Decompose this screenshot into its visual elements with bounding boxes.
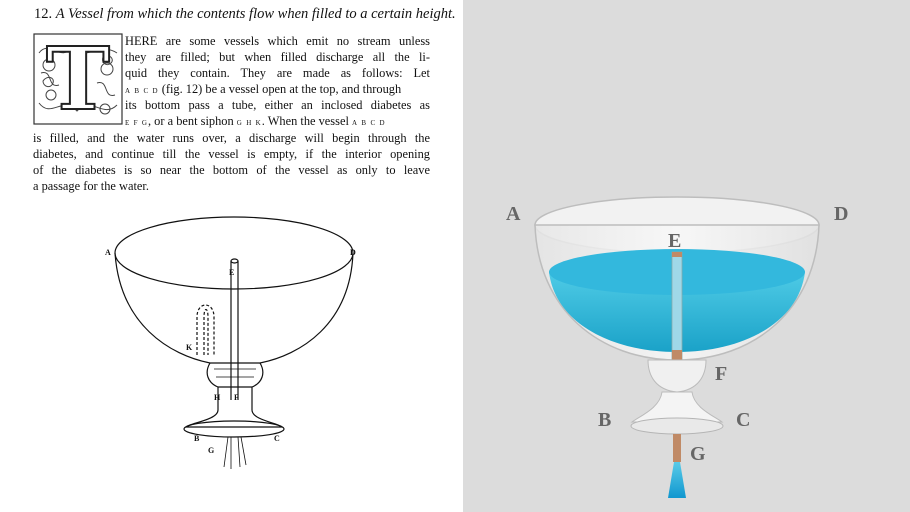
paragraph-line: quid they contain. They are made as follows: Let <box>125 66 430 81</box>
paragraph-line: its bottom pass a tube, either an inclosed diabetes as <box>125 98 430 113</box>
paragraph-full <box>33 130 430 194</box>
render-label-E: E <box>668 230 682 252</box>
label-H: H <box>214 393 221 402</box>
tube-top <box>672 252 682 257</box>
3d-render-vessel <box>500 180 880 510</box>
section-title: A Vessel from which the contents flow when filled to a certain height. <box>55 6 456 22</box>
label-B: B <box>194 434 200 443</box>
paragraph-line: a passage for the water. <box>33 179 149 194</box>
paragraph-line: of the diabetes is so near the bottom of the vessel as only to leave <box>33 163 430 178</box>
label-A: A <box>105 248 111 257</box>
dropcap-letter: T <box>46 33 110 125</box>
label-K: K <box>186 343 193 352</box>
outlet-pipe <box>673 434 681 462</box>
render-label-D: D <box>834 203 849 225</box>
render-label-F: F <box>715 363 728 385</box>
render-label-C: C <box>736 409 751 431</box>
paragraph-line: e f g, or a bent siphon g h k. When the vessel a b c d <box>125 114 386 129</box>
paragraph-line: diabetes, and continue till the vessel is empty, if the interior opening <box>33 147 430 162</box>
section-heading <box>34 6 456 23</box>
label-C: C <box>274 434 280 443</box>
paragraph-wrapped <box>125 33 430 130</box>
tube-ef <box>672 252 682 360</box>
figure-12-engraving <box>100 205 370 495</box>
section-number: 12. <box>34 6 53 22</box>
water-spout <box>668 462 686 498</box>
render-label-G: G <box>690 443 706 465</box>
paragraph-line: a b c d (fig. 12) be a vessel open at the top, and through <box>125 82 402 97</box>
label-D: D <box>350 248 356 257</box>
label-F: F <box>234 393 239 402</box>
foot-base <box>631 418 723 434</box>
label-E: E <box>229 268 235 277</box>
paragraph-line: they are filled; but when filled discharge all the li- <box>125 50 430 65</box>
ornamental-dropcap <box>33 33 123 125</box>
render-label-A: A <box>506 203 521 225</box>
vessel-neck <box>648 360 706 392</box>
paragraph-line: HERE are some vessels which emit no stream unless <box>125 34 430 48</box>
render-label-B: B <box>598 409 612 431</box>
paragraph-line: is filled, and the water runs over, a discharge will begin through the <box>33 131 430 145</box>
label-G: G <box>208 446 215 455</box>
